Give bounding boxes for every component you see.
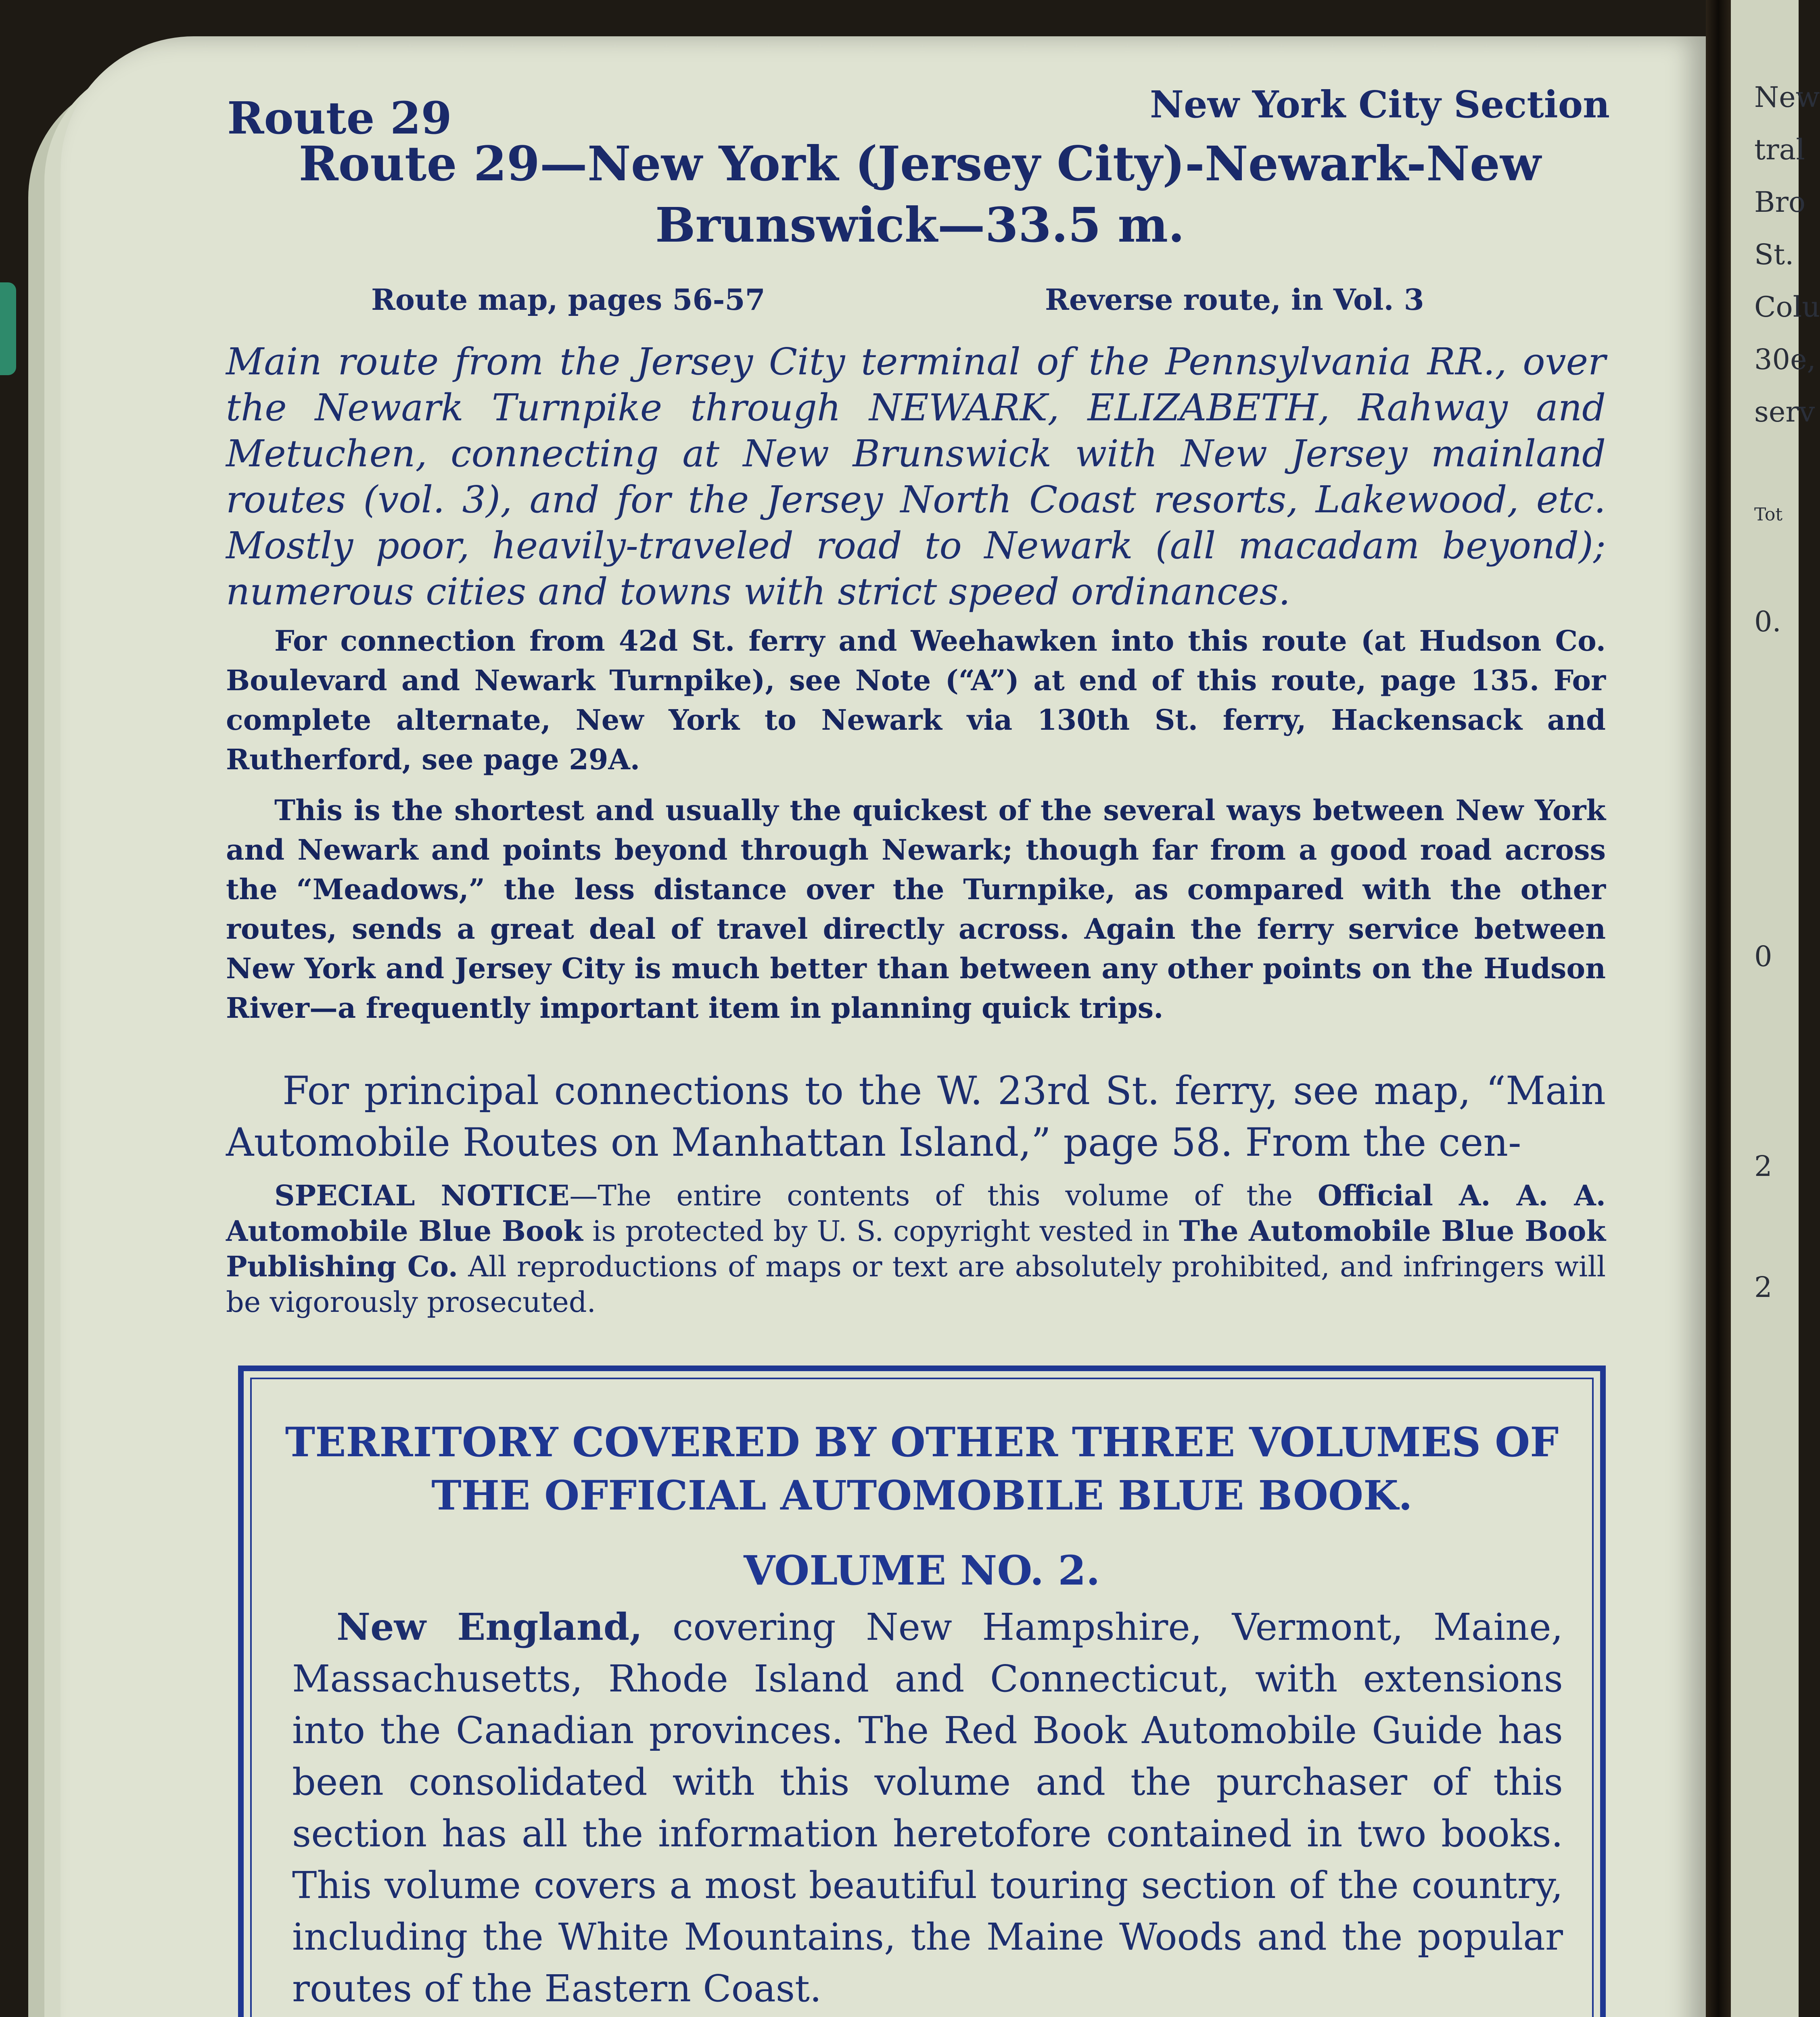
special-notice <box>226 1178 1606 1320</box>
next-page-fragment: 0. <box>1754 605 1781 638</box>
route-label: Route 29 <box>227 92 452 144</box>
notice-text: is protected by U. S. copyright vested in <box>583 1215 1179 1248</box>
notice-text: —The entire contents of this volume of the <box>569 1179 1318 1212</box>
notice-bold: Official A. A. A. Automobile Blue Book <box>226 1179 1606 1248</box>
next-page-fragment: New <box>1754 81 1820 114</box>
route-title: Route 29—New York (Jersey City)-Newark-New Brunswick—33.5 m. <box>299 136 1541 253</box>
route-map-ref: Route map, pages 56-57 <box>371 282 765 317</box>
next-page-fragment: 30e, <box>1754 343 1816 376</box>
bookmark-ribbon <box>0 282 16 375</box>
box-title <box>244 1416 1600 1522</box>
next-page-fragment: 0 <box>1754 940 1772 973</box>
notice-bold: The Automobile Blue Book Publishing Co. <box>226 1214 1606 1283</box>
box-title-line: THE OFFICIAL AUTOMOBILE BLUE BOOK. <box>431 1472 1413 1519</box>
box-title-line: TERRITORY COVERED BY OTHER THREE VOLUMES OF <box>285 1418 1559 1466</box>
principal-connections: For principal connections to the W. 23rd St. ferry, see map, “Main Automobile Routes on Manhattan Island,” page 58. From the cen- <box>226 1068 1606 1165</box>
volume-2-heading: VOLUME NO. 2. <box>744 1547 1100 1594</box>
next-page-fragment: tral <box>1754 133 1805 166</box>
book-spine <box>1706 0 1731 2017</box>
volume-2-text <box>292 1601 1563 2015</box>
reverse-route-ref: Reverse route, in Vol. 3 <box>1045 282 1424 317</box>
next-page-fragment: Colu <box>1754 290 1820 324</box>
notice-text: All reproductions of maps or text are absolutely prohibited, and infringers will be vigorously prosecuted. <box>226 1250 1606 1319</box>
connection-note: For connection from 42d St. ferry and Weehawken into this route (at Hudson Co. Boulevard and Newark Turnpike), see Note (“A”) at end of this route, page 135. For complete alternate, New York to Newark via 130th St. ferry, Hackensack and Rutherford, see page 29A. <box>226 624 1606 776</box>
next-page-fragment: Tot <box>1754 504 1783 525</box>
next-page-fragment: serv <box>1754 395 1815 428</box>
route-description: Main route from the Jersey City terminal of the Pennsylvania RR., over the Newark Turnpike through NEWARK, ELIZABETH, Rahway and Metuchen, connecting at New Brunswick with New Jersey mainland routes (vol. 3), and for the Jersey North Coast resorts, Lakewood, etc. Mostly poor, heavily-traveled road to Newark (all macadam beyond); numerous cities and towns with strict speed ordinances. <box>226 340 1606 613</box>
next-page-edge <box>1731 0 1820 2017</box>
volume-lead: New England, <box>336 1605 643 1649</box>
next-page-fragment: 2 <box>1754 1150 1772 1183</box>
next-page-fragment: Bro <box>1754 186 1806 219</box>
volumes-box <box>238 1366 1606 2017</box>
next-page-fragment: 2 <box>1754 1271 1772 1304</box>
next-page-fragment: St. <box>1754 238 1794 271</box>
shortest-route-note: This is the shortest and usually the quickest of the several ways between New York and Newark and points beyond through Newark; though far from a good road across the “Meadows,” the less distance over the Turnpike, as compared with the other routes, sends a great deal of travel directly across. Again the ferry service between New York and Jersey City is much better than between any other points on the Hudson River—a frequently important item in planning quick trips. <box>226 793 1606 1025</box>
volume-body: covering New Hampshire, Vermont, Maine, Massachusetts, Rhode Island and Connecticut, with extensions into the Canadian provinces. The Red Book Automobile Guide has been consolidated with this volume and the purchaser of this section has all the information heretofore contained in two books. This volume covers a most beautiful touring section of the country, including the White Mountains, the Maine Woods and the popular routes of the Eastern Coast. <box>292 1606 1563 2010</box>
notice-label: SPECIAL NOTICE <box>274 1179 570 1212</box>
section-label: New York City Section <box>1150 83 1610 126</box>
